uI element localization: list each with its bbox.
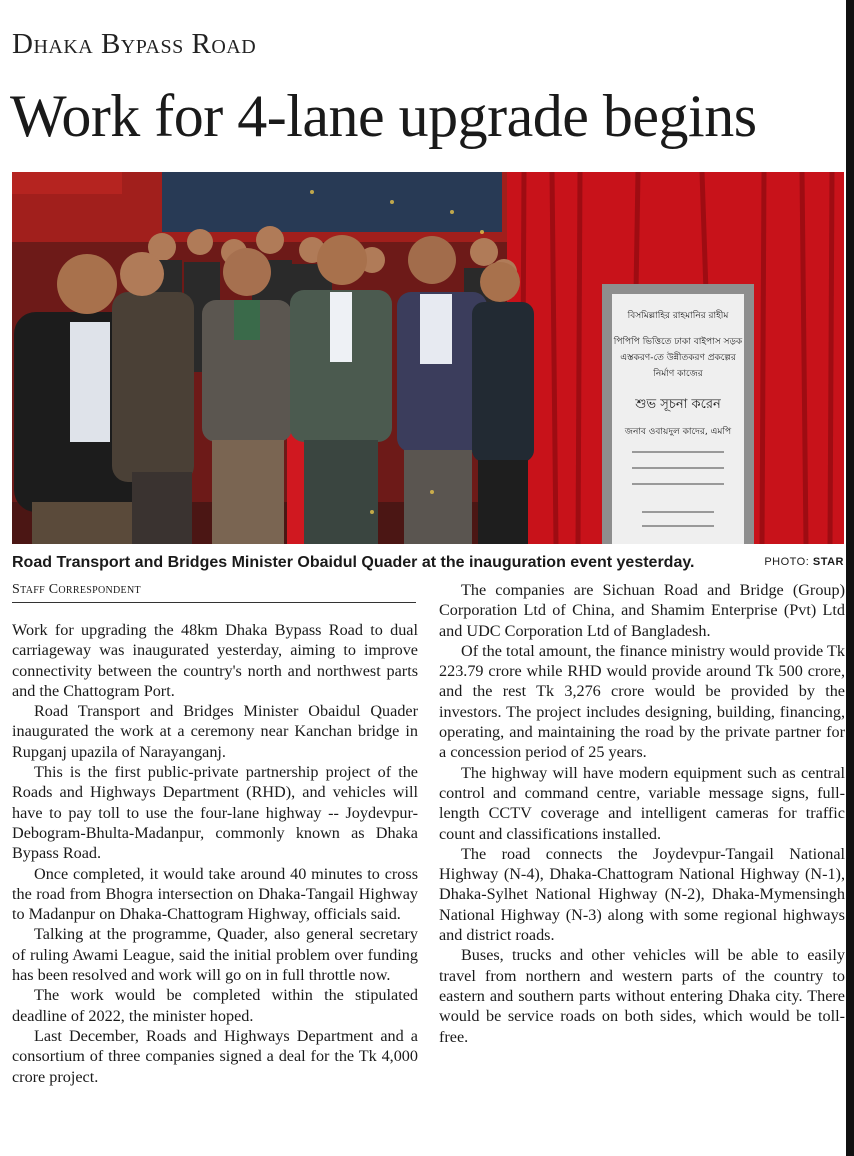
photo-credit-source: STAR xyxy=(812,556,844,568)
paragraph: The road connects the Joydevpur-Tangail National Highway (N-4), Dhaka-Chattogram National Highway (N-1), Dhaka-Sylhet National Highway (N-2), Dhaka-Mymensingh National Highway (N-3) along with some regional highways and district roads. xyxy=(439,844,845,945)
paragraph: This is the first public-private partnership project of the Roads and Highways Department (RHD), and vehicles will have to pay toll to use the four-lane highway -- Joydevpur-Debogram-Bhulta-Madanpur, commonly known as Dhaka Bypass Road. xyxy=(12,763,418,863)
plaque-line: জনাব ওবায়দুল কাদের, এমপি xyxy=(624,427,732,437)
plaque-line: এস্তকরণ-তে উন্নীতকরণ প্রকল্পের xyxy=(620,353,736,363)
headline: Work for 4-lane upgrade begins xyxy=(10,83,757,149)
section-kicker: Dhaka Bypass Road xyxy=(12,28,257,60)
plaque-line: শুভ সূচনা করেন xyxy=(635,397,721,412)
photo-illustration xyxy=(12,172,844,544)
article-column-right xyxy=(439,580,845,1047)
plaque-line: পিপিপি ভিত্তিতে ঢাকা বাইপাস সড়ক xyxy=(613,337,743,347)
photo-credit-label: PHOTO: xyxy=(764,556,810,568)
photo-credit xyxy=(752,556,844,568)
photo-caption: Road Transport and Bridges Minister Obaidul Quader at the inauguration event yesterday. xyxy=(12,554,695,571)
paragraph: Talking at the programme, Quader, also general secretary of ruling Awami League, said the initial problem over funding has been resolved and work will go on in full throttle now. xyxy=(12,925,418,985)
paragraph: The highway will have modern equipment such as central control and command centre, variable message signs, full-length CCTV coverage and intelligent cameras for traffic count and classifications installed. xyxy=(439,763,845,843)
byline: Staff Correspondent xyxy=(12,582,416,603)
paragraph: Work for upgrading the 48km Dhaka Bypass Road to dual carriageway was inaugurated yesterday, aiming to improve connectivity between the country's north and northwest parts and the Chattogram Port. xyxy=(12,621,418,700)
paragraph: Last December, Roads and Highways Department and a consortium of three companies signed a deal for the Tk 4,000 crore project. xyxy=(12,1026,418,1086)
plaque-line: নির্মাণ কাজের xyxy=(653,369,703,379)
news-photo xyxy=(12,172,844,544)
paragraph: Road Transport and Bridges Minister Obaidul Quader inaugurated the work at a ceremony near Kanchan bridge in Rupganj upazila of Narayanganj. xyxy=(12,702,418,761)
paragraph: Once completed, it would take around 40 minutes to cross the road from Bhogra intersection on Dhaka-Tangail Highway to Madanpur on Dhaka-Chattogram Highway, officials said. xyxy=(12,864,418,924)
plaque-line: বিসমিল্লাহির রাহমানির রাহীম xyxy=(627,311,729,321)
page-edge-bar xyxy=(846,0,854,1156)
paragraph: The work would be completed within the stipulated deadline of 2022, the minister hoped. xyxy=(12,986,418,1025)
paragraph: Of the total amount, the finance ministry would provide Tk 223.79 crore while RHD would provide around Tk 500 crore, and the rest Tk 3,276 crore would be provided by the investors. The project includes designing, building, financing, operating, and maintaining the road by the private partner for a concession period of 25 years. xyxy=(439,641,845,762)
article-column-left xyxy=(12,620,418,1087)
paragraph: The companies are Sichuan Road and Bridge (Group) Corporation Ltd of China, and Shamim Enterprise (Pvt) Ltd and UDC Corporation Ltd of Bangladesh. xyxy=(439,581,845,640)
paragraph: Buses, trucks and other vehicles will be able to easily travel from northern and western parts of the country to eastern and southern parts without entering Dhaka city. There would be service roads on both sides, which would be toll-free. xyxy=(439,946,845,1046)
